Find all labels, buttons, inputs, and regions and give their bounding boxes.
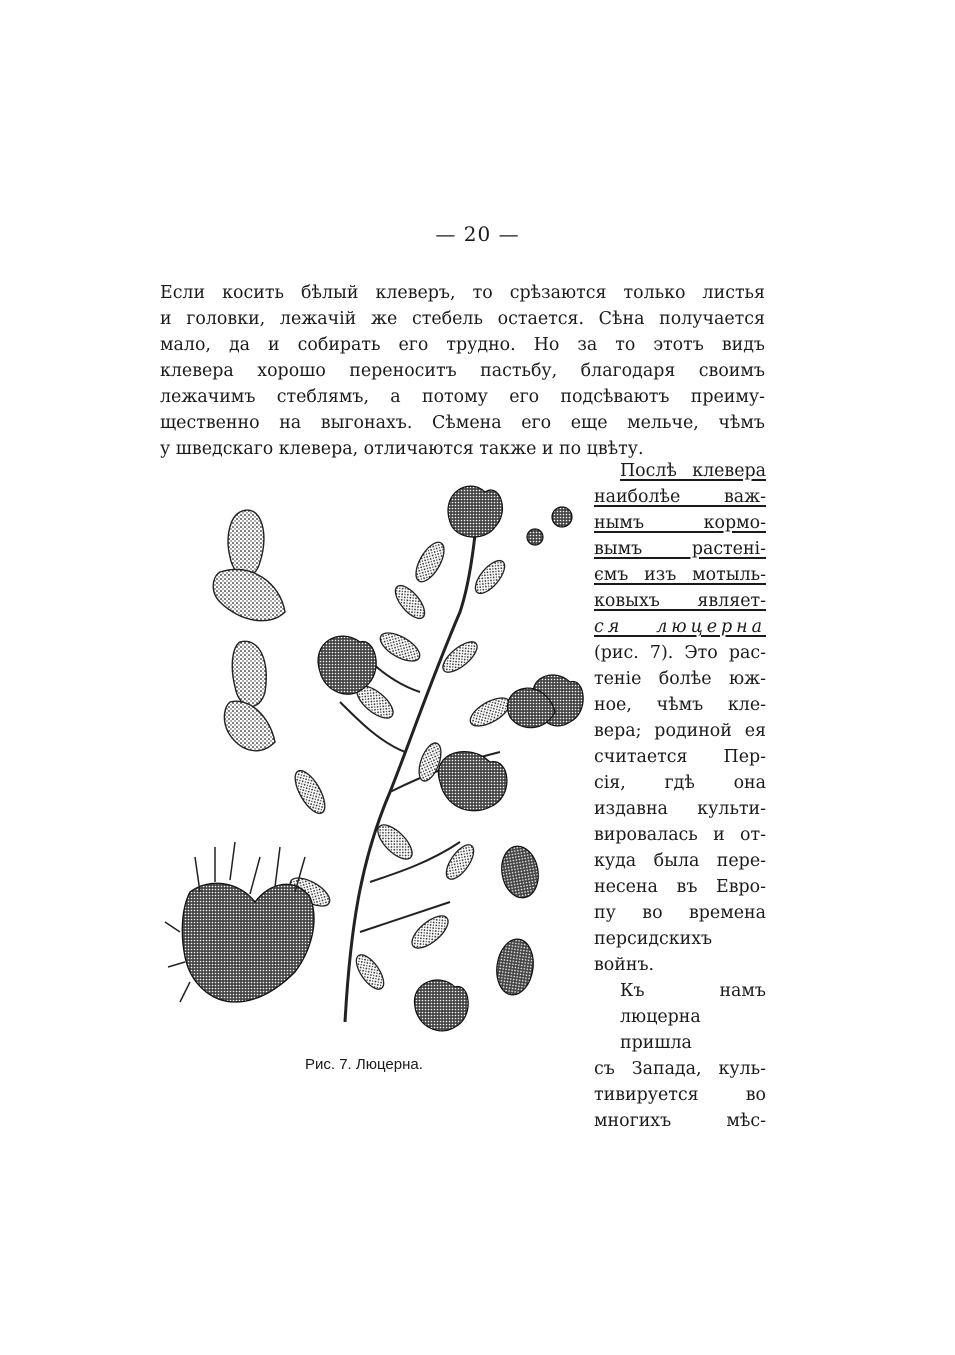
text-line: несена въ Евро- [594, 877, 766, 897]
text-line: нымъ кормо- [594, 513, 766, 533]
text-line: издавна культи- [594, 799, 766, 819]
text-line: многихъ мѣс- [594, 1111, 766, 1131]
side-column [594, 458, 766, 1134]
text-line: ковыхъ являет- [594, 591, 766, 611]
text-line: (рис. 7). Это рас- [594, 643, 766, 663]
text-line: лежачимъ стеблямъ, а потому его подсѣваютъ преиму- [160, 387, 765, 407]
text-line: сiя, гдѣ она [594, 773, 766, 793]
seed [552, 507, 572, 527]
top-paragraph [160, 280, 765, 462]
text-line: вера; родиной ея [594, 721, 766, 741]
text-line: пу во времена [594, 903, 766, 923]
text-line: персидскихъ [594, 929, 713, 949]
alfalfa-illustration [160, 462, 590, 1062]
text-line: вировалась и от- [594, 825, 766, 845]
seed [493, 937, 536, 997]
flower-part [232, 641, 266, 706]
text-line: ємъ изъ мотыль- [594, 565, 766, 585]
text-line: у шведскаго клевера, отличаются также и по цвѣту. [160, 439, 644, 459]
text-line: мало, да и собирать его трудно. Но за то этотъ видъ [160, 335, 765, 355]
text-line: ся люцерна [594, 617, 766, 637]
page-number: — 20 — [435, 222, 520, 246]
text-line: тивируется во [594, 1085, 766, 1105]
text-line: и головки, лежачiй же стебель остается. Сѣна получается [160, 309, 765, 329]
text-line: ное, чѣмъ кле- [594, 695, 766, 715]
text-line: войнъ. [594, 955, 655, 975]
seed [498, 843, 542, 900]
text-line: вымъ растенi- [594, 539, 766, 559]
seed [527, 529, 543, 545]
figure-caption: Рис. 7. Люцерна. [305, 1056, 423, 1073]
flower-part [213, 569, 285, 620]
text-line: тенiе болѣе юж- [594, 669, 766, 689]
text-line: Къ намъ люцерна пришла [620, 981, 766, 1053]
text-line: наиболѣе важ- [594, 487, 766, 507]
flower-part [228, 510, 264, 576]
text-line: клевера хорошо переноситъ пастьбу, благодаря своимъ [160, 361, 765, 381]
rootstock [182, 883, 314, 1002]
text-line: Послѣ клевера [620, 461, 766, 481]
text-line: Если косить бѣлый клеверъ, то срѣзаются только листья [160, 283, 765, 303]
text-line: куда была пере- [594, 851, 766, 871]
text-line: щественно на выгонахъ. Сѣмена его еще мельче, чѣмъ [160, 413, 765, 433]
text-line: считается Пер- [594, 747, 766, 767]
flower-part [224, 701, 275, 750]
text-line: съ Запада, куль- [594, 1059, 766, 1079]
